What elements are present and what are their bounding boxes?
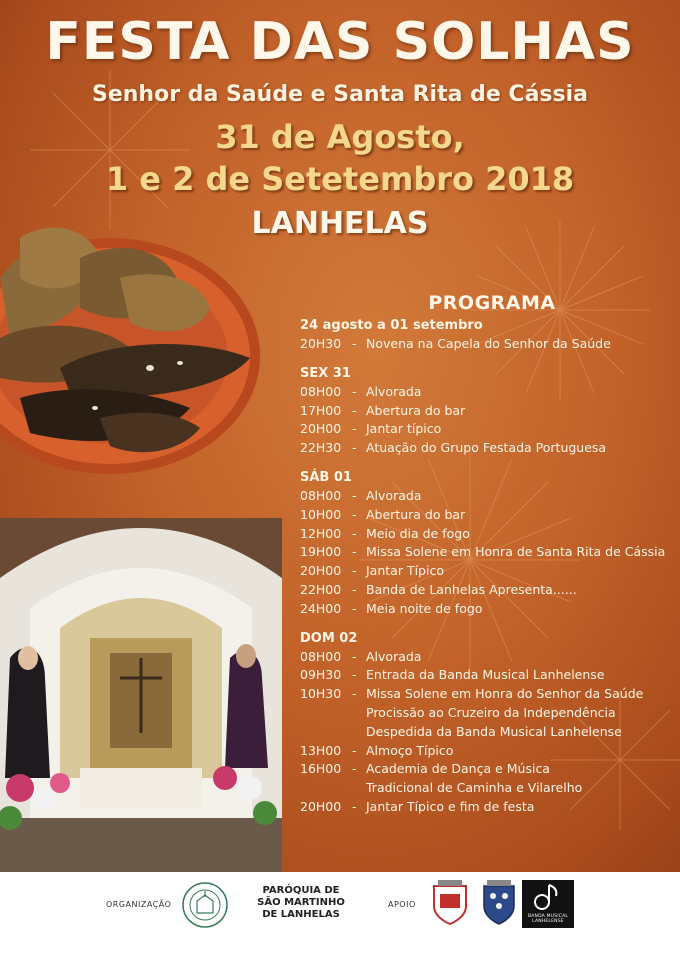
program-event: [300, 798, 676, 817]
event-time: 09H30: [300, 667, 342, 683]
event-description: [366, 506, 465, 525]
event-separator: -: [352, 487, 357, 503]
support-label: APOIO: [388, 900, 416, 909]
music-note-icon: [522, 880, 574, 914]
event-description: [366, 383, 421, 402]
event-description-line: Procissão ao Cruzeiro da Independência: [366, 704, 616, 720]
event-separator: -: [352, 421, 357, 437]
event-time: 20H00: [300, 421, 342, 437]
parish-seal-icon: [181, 881, 229, 929]
event-separator: -: [352, 402, 357, 418]
event-time: 10H00: [300, 506, 342, 522]
program-event: [300, 420, 676, 439]
event-description-line: Abertura do bar: [366, 506, 466, 522]
event-time: 20H30: [300, 336, 342, 351]
event-time: 19H00: [300, 544, 342, 560]
event-description-line: Meia noite de fogo: [366, 600, 483, 616]
event-description-line: Missa Solene em Honra do Senhor da Saúde: [366, 686, 644, 702]
event-separator: -: [352, 742, 357, 758]
event-separator: -: [352, 336, 357, 351]
program-list: [300, 292, 676, 827]
event-time: 22H30: [300, 440, 342, 456]
event-description-line: Banda de Lanhelas Apresenta......: [366, 581, 577, 597]
event-description: [366, 420, 441, 439]
program-event: [300, 506, 676, 525]
event-description-line: Atuação do Grupo Festada Portuguesa: [366, 440, 607, 456]
program-event: [300, 666, 676, 685]
program-event: [300, 335, 676, 354]
program-day-name: 24 agosto a 01 setembro: [300, 318, 483, 333]
event-description: [366, 685, 643, 741]
organization-label: ORGANIZAÇÃO: [106, 900, 172, 909]
event-separator: -: [352, 581, 357, 597]
program-event: [300, 760, 676, 798]
event-separator: -: [352, 440, 357, 456]
program-event: [300, 543, 676, 562]
event-description-line: Alvorada: [366, 648, 422, 664]
event-description-line: Tradicional de Caminha e Vilarelho: [366, 780, 583, 796]
event-description: [366, 543, 665, 562]
vilarelho-crest-icon: [480, 878, 518, 928]
event-separator: -: [352, 525, 357, 541]
event-separator: -: [352, 383, 357, 399]
event-time: 13H00: [300, 742, 342, 758]
program-day: [300, 468, 676, 619]
event-description: [366, 335, 611, 354]
event-description-line: Almoço Típico: [366, 742, 454, 758]
event-description-line: Alvorada: [366, 487, 422, 503]
program-event: [300, 383, 676, 402]
event-description: [366, 581, 577, 600]
event-description: [366, 439, 606, 458]
event-description-line: Missa Solene em Honra de Santa Rita de Cássia: [366, 544, 666, 560]
event-description: [366, 760, 582, 798]
program-day-name: DOM 02: [300, 630, 358, 646]
program-day-name: SÁB 01: [300, 469, 352, 485]
program-days: [300, 316, 676, 817]
program-day-name: SEX 31: [300, 365, 351, 381]
program-event: [300, 742, 676, 761]
event-description-line: Meio dia de fogo: [366, 525, 470, 541]
program-event: [300, 581, 676, 600]
festival-date-line2: 1 e 2 de Setetembro 2018: [105, 160, 575, 198]
event-description: [366, 798, 534, 817]
event-time: 20H00: [300, 798, 342, 814]
event-separator: -: [352, 544, 357, 560]
program-event: [300, 562, 676, 581]
event-time: 10H30: [300, 686, 342, 702]
event-time: 24H00: [300, 600, 342, 616]
event-time: 08H00: [300, 648, 342, 664]
program-event: [300, 487, 676, 506]
band-logo: [522, 880, 574, 928]
event-description: [366, 666, 605, 685]
parish-name: PARÓQUIA DE SÃO MARTINHO DE LANHELAS: [257, 885, 345, 920]
event-description-line: Academia de Dança e Música: [366, 761, 550, 777]
program-event: [300, 600, 676, 619]
event-description: [366, 402, 465, 421]
event-time: 12H00: [300, 525, 342, 541]
poster-subtitle: Senhor da Saúde e Santa Rita de Cássia: [92, 82, 588, 107]
event-separator: -: [352, 600, 357, 616]
event-description-line: Entrada da Banda Musical Lanhelense: [366, 667, 605, 683]
event-time: 08H00: [300, 487, 342, 503]
event-separator: -: [352, 761, 357, 777]
event-description-line: Jantar Típico: [366, 563, 444, 579]
event-description: [366, 562, 444, 581]
event-description-line: Jantar Típico e fim de festa: [366, 798, 535, 814]
event-time: 20H00: [300, 563, 342, 579]
event-separator: -: [352, 667, 357, 683]
event-description: [366, 487, 421, 506]
event-description: [366, 648, 421, 667]
festival-date-line1: 31 de Agosto,: [215, 118, 465, 156]
event-description-line: Despedida da Banda Musical Lanhelense: [366, 723, 622, 739]
event-separator: -: [352, 506, 357, 522]
event-description-line: Abertura do bar: [366, 402, 466, 418]
event-separator: -: [352, 686, 357, 702]
program-event: [300, 525, 676, 544]
program-day: [300, 364, 676, 458]
event-description-line: Jantar típico: [366, 421, 442, 437]
poster-title: FESTA DAS SOLHAS: [45, 12, 635, 72]
event-description: [366, 525, 470, 544]
event-description: [366, 742, 453, 761]
program-day: [300, 316, 676, 354]
grilled-flounder-plate-image: [0, 218, 262, 488]
festival-place: LANHELAS: [251, 206, 429, 241]
program-event: [300, 648, 676, 667]
event-time: 08H00: [300, 383, 342, 399]
event-time: 16H00: [300, 761, 342, 777]
event-time: 17H00: [300, 402, 342, 418]
event-separator: -: [352, 563, 357, 579]
band-logo-text: BANDA MUSICAL LANHELENSE: [527, 914, 569, 924]
event-description: [366, 600, 482, 619]
program-event: [300, 685, 676, 741]
event-description-line: Novena na Capela do Senhor da Saúde: [366, 336, 611, 351]
program-title: PROGRAMA: [428, 292, 556, 314]
event-time: 22H00: [300, 581, 342, 597]
event-description-line: Alvorada: [366, 383, 422, 399]
caminha-crest-icon: [430, 878, 470, 928]
church-altar-image: [0, 518, 282, 872]
program-event: [300, 402, 676, 421]
program-event: [300, 439, 676, 458]
program-day: [300, 629, 676, 817]
event-separator: -: [352, 648, 357, 664]
event-separator: -: [352, 798, 357, 814]
